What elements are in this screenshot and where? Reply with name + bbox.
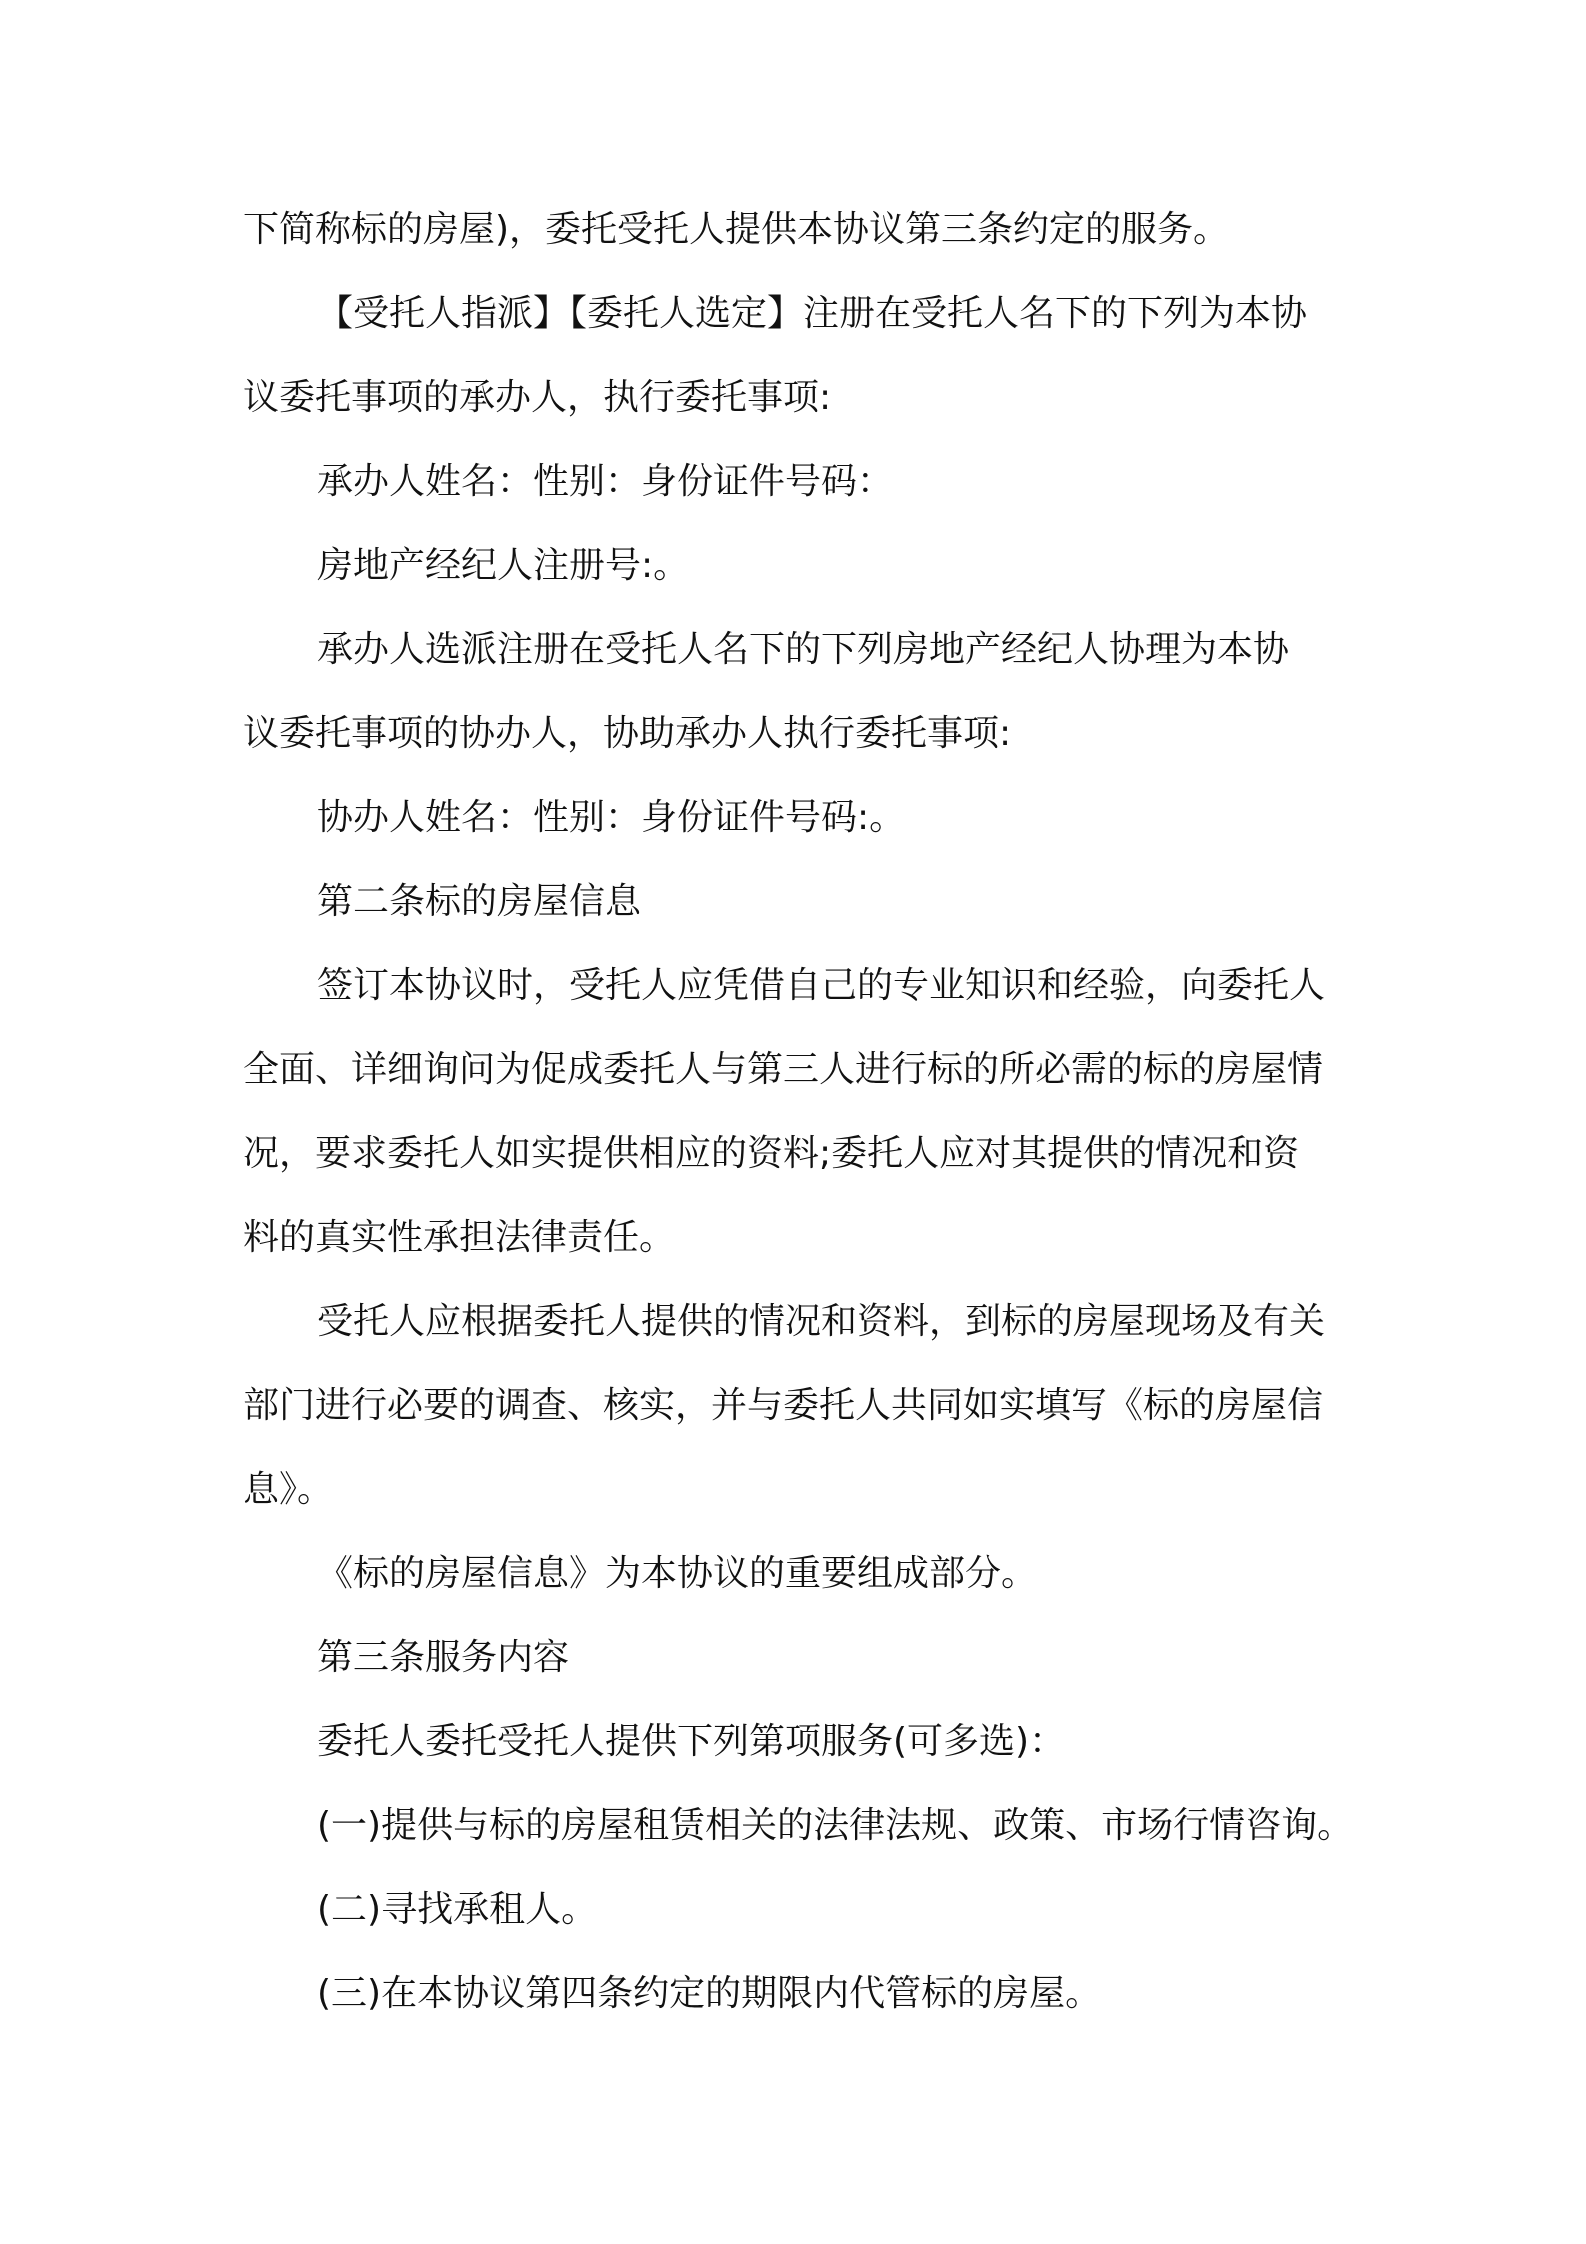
paragraph-line: 协办人姓名：性别：身份证件号码:。 [317, 797, 906, 838]
paragraph-line: 《标的房屋信息》为本协议的重要组成部分。 [317, 1553, 1038, 1594]
paragraph-line: 【受托人指派】【委托人选定】注册在受托人名下的下列为本协 [317, 293, 1308, 334]
paragraph-line: 况，要求委托人如实提供相应的资料;委托人应对其提供的情况和资 [243, 1133, 1300, 1174]
paragraph-line: 承办人选派注册在受托人名下的下列房地产经纪人协理为本协 [317, 629, 1290, 670]
list-item: (三)在本协议第四条约定的期限内代管标的房屋。 [317, 1973, 1102, 2014]
paragraph-line: 息》。 [243, 1469, 334, 1510]
paragraph-line: 全面、详细询问为促成委托人与第三人进行标的所必需的标的房屋情 [243, 1049, 1324, 1090]
paragraph-line: 签订本协议时，受托人应凭借自己的专业知识和经验，向委托人 [317, 965, 1326, 1006]
paragraph-line: 委托人委托受托人提供下列第项服务(可多选)： [317, 1721, 1066, 1762]
list-item: (二)寻找承租人。 [317, 1889, 598, 1930]
paragraph-line: 房地产经纪人注册号:。 [317, 545, 690, 586]
paragraph-line: 下简称标的房屋)，委托受托人提供本协议第三条约定的服务。 [243, 209, 1230, 250]
paragraph-line: 料的真实性承担法律责任。 [243, 1217, 676, 1258]
section-heading: 第三条服务内容 [317, 1637, 570, 1678]
paragraph-line: 承办人姓名：性别：身份证件号码： [317, 461, 894, 502]
document-body [243, 188, 1358, 2036]
section-heading: 第二条标的房屋信息 [317, 881, 642, 922]
paragraph-line: 议委托事项的协办人，协助承办人执行委托事项: [243, 713, 1012, 754]
list-item: (一)提供与标的房屋租赁相关的法律法规、政策、市场行情咨询。 [317, 1805, 1354, 1846]
paragraph-line: 部门进行必要的调查、核实，并与委托人共同如实填写《标的房屋信 [243, 1385, 1324, 1426]
paragraph-line: 议委托事项的承办人，执行委托事项: [243, 377, 832, 418]
paragraph-line: 受托人应根据委托人提供的情况和资料，到标的房屋现场及有关 [317, 1301, 1326, 1342]
